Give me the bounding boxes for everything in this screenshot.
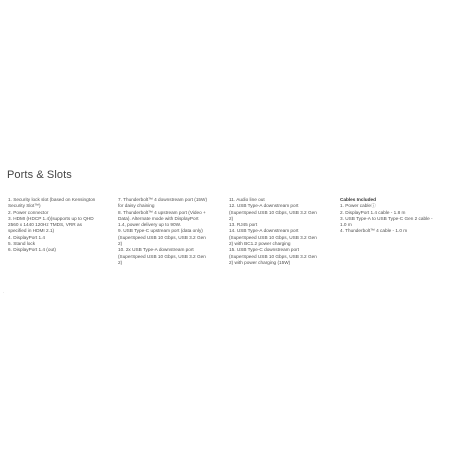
- spec-line: 1.4, power delivery up to 90W.: [118, 222, 182, 228]
- spec-line: 2) with power charging (15W): [229, 259, 291, 265]
- spec-line: 4. DisplayPort 1.4: [8, 234, 45, 240]
- spec-line: 2. Power connector: [8, 209, 49, 215]
- spec-line: 1. Security lock slot (based on Kensington: [8, 197, 96, 202]
- spec-line: 5. Stand lock: [8, 241, 36, 247]
- spec-line: 2): [118, 241, 123, 247]
- section-title: Ports & Slots: [7, 169, 72, 181]
- ports-column-3: [229, 197, 333, 266]
- spec-line: 4. Thunderbolt™ 4 cable - 1.0 m: [340, 228, 408, 234]
- spec-line: (SuperSpeed USB 10 Gbps, USB 3.2 Gen: [118, 253, 206, 259]
- spec-line: 3. HDMI (HDCP 1.4)(supports up to QHD: [8, 215, 94, 221]
- spec-line: 6. DisplayPort 1.4 (out): [8, 247, 56, 253]
- ports-column-2: [118, 197, 222, 266]
- spec-line: 14. USB Type-A downstream port: [229, 228, 299, 234]
- spec-line: (SuperSpeed USB 10 Gbps, USB 3.2 Gen: [229, 253, 317, 259]
- spec-line: 1.0 m: [340, 222, 352, 228]
- spec-line: 9. USB Type-C upstream port (data only): [118, 228, 203, 234]
- spec-line: 2) with BC1.2 power charging: [229, 241, 291, 247]
- spec-line: (SuperSpeed USB 10 Gbps, USB 3.2 Gen: [229, 209, 317, 215]
- spec-line: 11. Audio line out: [229, 197, 265, 202]
- spec-line: 2): [118, 259, 123, 265]
- spec-line: Data). Alternate mode with DisplayPort: [118, 215, 199, 221]
- spec-line: 7. Thunderbolt™ 4 downstream port (15W): [118, 197, 208, 202]
- spec-line: 2560 x 1440 120Hz TMDS, VRR as: [8, 222, 82, 228]
- spec-line: 1. Power cableⓘ: [340, 203, 376, 209]
- spec-line: 2. DisplayPort 1.4 cable - 1.8 m: [340, 209, 406, 215]
- cables-included-heading: Cables Included: [340, 197, 376, 202]
- spec-line: 2): [229, 215, 234, 221]
- spec-line: specified in HDMI 2.1): [8, 228, 55, 234]
- side-mark: .: [3, 289, 5, 294]
- spec-line: (SuperSpeed USB 10 Gbps, USB 3.2 Gen: [229, 234, 317, 240]
- ports-column-1: [8, 197, 110, 254]
- spec-line: 8. Thunderbolt™ 4 upstream port (Video +: [118, 209, 206, 215]
- spec-line: 13. RJ45 port: [229, 222, 258, 228]
- spec-line: for daisy chaining: [118, 203, 155, 209]
- spec-line: (SuperSpeed USB 10 Gbps, USB 3.2 Gen: [118, 234, 206, 240]
- spec-line: 12. USB Type-A downstream port: [229, 203, 299, 209]
- spec-line: Security Slot™): [8, 203, 41, 209]
- spec-line: 3. USB Type-A to USB Type-C Gen 2 cable -: [340, 215, 433, 221]
- spec-line: 15. USB Type-C downstream port: [229, 247, 299, 253]
- cables-included-column: [340, 197, 444, 235]
- spec-line: 10. 2x USB Type-A downstream port: [118, 247, 194, 253]
